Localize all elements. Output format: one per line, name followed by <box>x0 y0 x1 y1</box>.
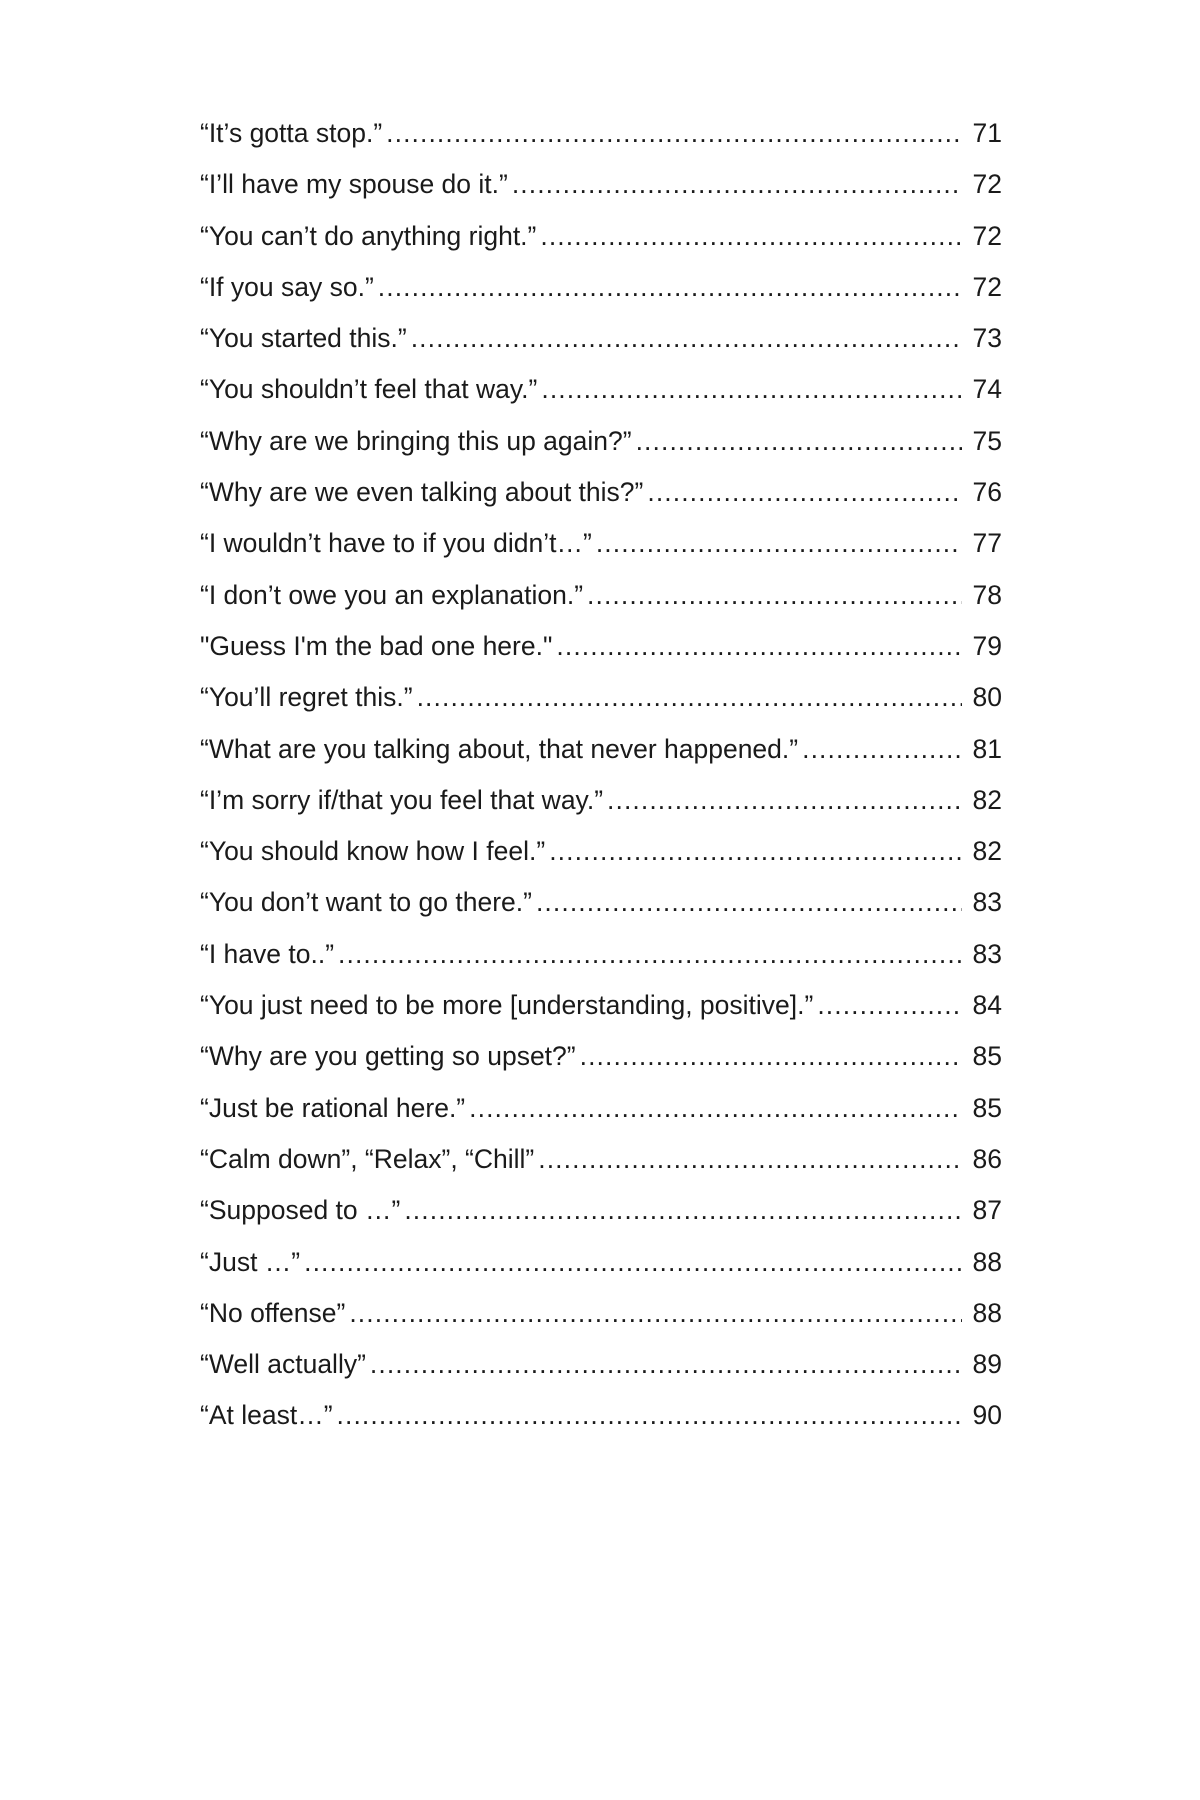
toc-entry-title: “I wouldn’t have to if you didn’t…” <box>200 528 592 559</box>
toc-entry-title: “You can’t do anything right.” <box>200 220 537 251</box>
toc-page-number: 79 <box>972 630 1002 661</box>
toc-entry[interactable] <box>200 211 1002 262</box>
toc-dot-leader <box>404 1185 962 1236</box>
toc-entry-title: “You just need to be more [understanding, positive].” <box>200 990 814 1021</box>
toc-page-number: 80 <box>972 682 1002 713</box>
toc-entry[interactable] <box>200 364 1002 415</box>
toc-entry[interactable] <box>200 1031 1002 1082</box>
toc-dot-leader <box>411 313 962 364</box>
toc-page-number: 83 <box>972 938 1002 969</box>
toc-dot-leader <box>596 518 962 569</box>
toc-page-number: 88 <box>972 1297 1002 1328</box>
toc-dot-leader <box>540 211 962 262</box>
toc-page-number: 77 <box>972 528 1002 559</box>
toc-entry-title: “You should know how I feel.” <box>200 836 546 867</box>
toc-entry[interactable] <box>200 570 1002 621</box>
toc-page-number: 72 <box>972 169 1002 200</box>
toc-entry-title: “It’s gotta stop.” <box>200 118 383 148</box>
toc-entry[interactable] <box>200 108 1002 159</box>
toc-entry-title: “I’m sorry if/that you feel that way.” <box>200 784 604 815</box>
toc-entry-title: “Why are we bringing this up again?” <box>200 425 632 456</box>
toc-entry[interactable] <box>200 1083 1002 1134</box>
toc-entry-title: “I have to..” <box>200 938 335 969</box>
toc-entry-title: “Just …” <box>200 1246 301 1277</box>
toc-entry[interactable] <box>200 1185 1002 1236</box>
toc-page-number: 85 <box>972 1041 1002 1072</box>
toc-page-number: 82 <box>972 836 1002 867</box>
toc-page-number: 84 <box>972 990 1002 1021</box>
toc-entry-title: “Why are we even talking about this?” <box>200 477 644 508</box>
toc-page-number: 83 <box>972 887 1002 918</box>
toc-page-number: 86 <box>972 1143 1002 1174</box>
toc-entry-title: “No offense” <box>200 1297 346 1328</box>
toc-dot-leader <box>817 980 962 1031</box>
toc-dot-leader <box>378 262 962 313</box>
toc-entry[interactable] <box>200 1390 1002 1441</box>
toc-page-number: 72 <box>972 220 1002 251</box>
toc-page-number: 90 <box>972 1400 1002 1431</box>
table-of-contents <box>200 108 1002 1442</box>
toc-dot-leader <box>469 1083 962 1134</box>
toc-entry[interactable] <box>200 1237 1002 1288</box>
toc-entry[interactable] <box>200 467 1002 518</box>
toc-dot-leader <box>607 775 962 826</box>
toc-page-number: 75 <box>972 425 1002 456</box>
toc-dot-leader <box>337 1390 962 1441</box>
toc-entry-title: “Well actually” <box>200 1349 366 1380</box>
toc-dot-leader <box>512 159 962 210</box>
toc-page-number: 82 <box>972 784 1002 815</box>
toc-dot-leader <box>536 877 962 928</box>
toc-dot-leader <box>541 364 962 415</box>
toc-entry[interactable] <box>200 877 1002 928</box>
toc-entry-title: “Calm down”, “Relax”, “Chill” <box>200 1143 535 1174</box>
toc-dot-leader <box>386 108 962 159</box>
toc-entry-title: “I don’t owe you an explanation.” <box>200 579 584 610</box>
toc-entry[interactable] <box>200 621 1002 672</box>
toc-entry[interactable] <box>200 416 1002 467</box>
toc-entry-title: “Just be rational here.” <box>200 1092 466 1123</box>
toc-entry-title: “I’ll have my spouse do it.” <box>200 169 508 200</box>
toc-entry[interactable] <box>200 159 1002 210</box>
toc-entry-title: “You don’t want to go there.” <box>200 887 532 918</box>
toc-dot-leader <box>370 1339 962 1390</box>
toc-entry[interactable] <box>200 775 1002 826</box>
toc-page-number: 85 <box>972 1092 1002 1123</box>
toc-entry-title: "Guess I'm the bad one here." <box>200 630 553 661</box>
toc-entry-title: “You shouldn’t feel that way.” <box>200 374 538 405</box>
toc-page-number: 78 <box>972 579 1002 610</box>
toc-dot-leader <box>802 724 962 775</box>
toc-page-number: 72 <box>972 271 1002 302</box>
toc-entry-title: “Supposed to …” <box>200 1195 401 1226</box>
toc-entry-title: “You’ll regret this.” <box>200 682 413 713</box>
toc-entry-title: “What are you talking about, that never happened.” <box>200 733 799 764</box>
toc-entry[interactable] <box>200 1339 1002 1390</box>
toc-dot-leader <box>580 1031 962 1082</box>
toc-dot-leader <box>538 1134 962 1185</box>
toc-entry[interactable] <box>200 672 1002 723</box>
toc-dot-leader <box>549 826 962 877</box>
toc-dot-leader <box>587 570 962 621</box>
toc-entry-title: “You started this.” <box>200 323 407 354</box>
toc-page-number: 73 <box>972 323 1002 354</box>
toc-entry-title: “Why are you getting so upset?” <box>200 1041 576 1072</box>
toc-entry[interactable] <box>200 518 1002 569</box>
toc-page-number: 88 <box>972 1246 1002 1277</box>
toc-entry[interactable] <box>200 826 1002 877</box>
toc-entry[interactable] <box>200 724 1002 775</box>
toc-entry[interactable] <box>200 980 1002 1031</box>
toc-dot-leader <box>556 621 962 672</box>
toc-page-number: 74 <box>972 374 1002 405</box>
toc-page-number: 71 <box>972 118 1002 148</box>
toc-page-number: 87 <box>972 1195 1002 1226</box>
toc-entry[interactable] <box>200 262 1002 313</box>
toc-entry[interactable] <box>200 1288 1002 1339</box>
toc-dot-leader <box>647 467 962 518</box>
toc-entry[interactable] <box>200 313 1002 364</box>
toc-dot-leader <box>417 672 962 723</box>
toc-dot-leader <box>338 929 962 980</box>
toc-page-number: 76 <box>972 477 1002 508</box>
toc-entry[interactable] <box>200 929 1002 980</box>
toc-page-number: 81 <box>972 733 1002 764</box>
toc-page-number: 89 <box>972 1349 1002 1380</box>
toc-entry-title: “If you say so.” <box>200 271 374 302</box>
toc-dot-leader <box>349 1288 962 1339</box>
toc-dot-leader <box>304 1237 962 1288</box>
toc-dot-leader <box>636 416 962 467</box>
toc-entry-title: “At least…” <box>200 1400 333 1431</box>
toc-entry[interactable] <box>200 1134 1002 1185</box>
